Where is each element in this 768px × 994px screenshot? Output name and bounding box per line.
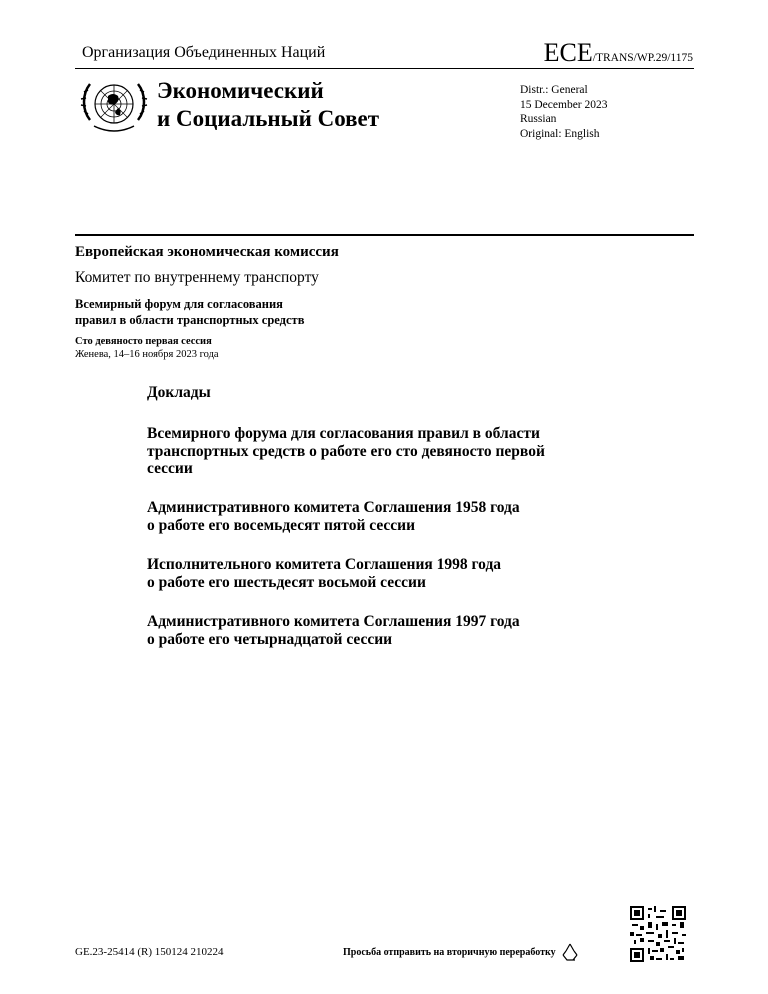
report-item-line: о работе его шестьдесят восьмой сессии [147, 573, 426, 591]
report-item-line: Административного комитета Соглашения 1958 года [147, 499, 520, 516]
committee-name: Комитет по внутреннему транспорту [75, 269, 319, 286]
un-emblem-icon [78, 74, 150, 136]
distr-language: Russian [520, 113, 557, 125]
organization-name: Организация Объединенных Наций [82, 44, 326, 61]
report-item-line: транспортных средств о работе его сто девяносто первой [147, 442, 545, 460]
distribution-block [520, 83, 608, 141]
recycle-text: Просьба отправить на вторичную переработку [343, 946, 556, 958]
report-item [147, 425, 627, 478]
distr-original: Original: English [520, 127, 600, 140]
forum-line1: Всемирный форум для согласования [75, 297, 283, 311]
recycle-icon [559, 942, 581, 962]
header-rule [75, 68, 694, 69]
session-place-date: Женева, 14–16 ноября 2023 года [75, 349, 219, 360]
section-rule [75, 234, 694, 236]
qr-code-icon [630, 906, 686, 962]
report-item [147, 556, 627, 591]
council-line1: Экономический [157, 78, 324, 103]
reports-heading: Доклады [147, 384, 211, 401]
report-item-line: Всемирного форума для согласования правил в области [147, 425, 540, 442]
document-symbol [544, 38, 693, 68]
forum-line2: правил в области транспортных средств [75, 313, 305, 327]
report-item [147, 499, 627, 534]
report-item-line: о работе его четырнадцатой сессии [147, 630, 393, 648]
council-line2: и Социальный Совет [157, 106, 380, 131]
distr-status: Distr.: General [520, 84, 588, 96]
symbol-main: ECE [543, 38, 593, 67]
report-item [147, 613, 627, 648]
report-item-line: Исполнительного комитета Соглашения 1998 года [147, 556, 502, 573]
report-item-line: Административного комитета Соглашения 1997 года [147, 613, 520, 630]
document-job-number: GE.23-25414 (R) 150124 210224 [75, 946, 224, 958]
forum-name [75, 296, 304, 328]
session-name: Сто девяносто первая сессия [75, 336, 212, 347]
commission-name: Европейская экономическая комиссия [75, 244, 339, 260]
symbol-rest: /TRANS/WP.29/1175 [592, 52, 693, 64]
report-item-line: сессии [147, 460, 193, 477]
distr-date: 15 December 2023 [520, 98, 608, 111]
council-title [157, 77, 379, 133]
report-item-line: о работе его восемьдесят пятой сессии [147, 516, 416, 534]
recycle-notice [343, 942, 581, 962]
